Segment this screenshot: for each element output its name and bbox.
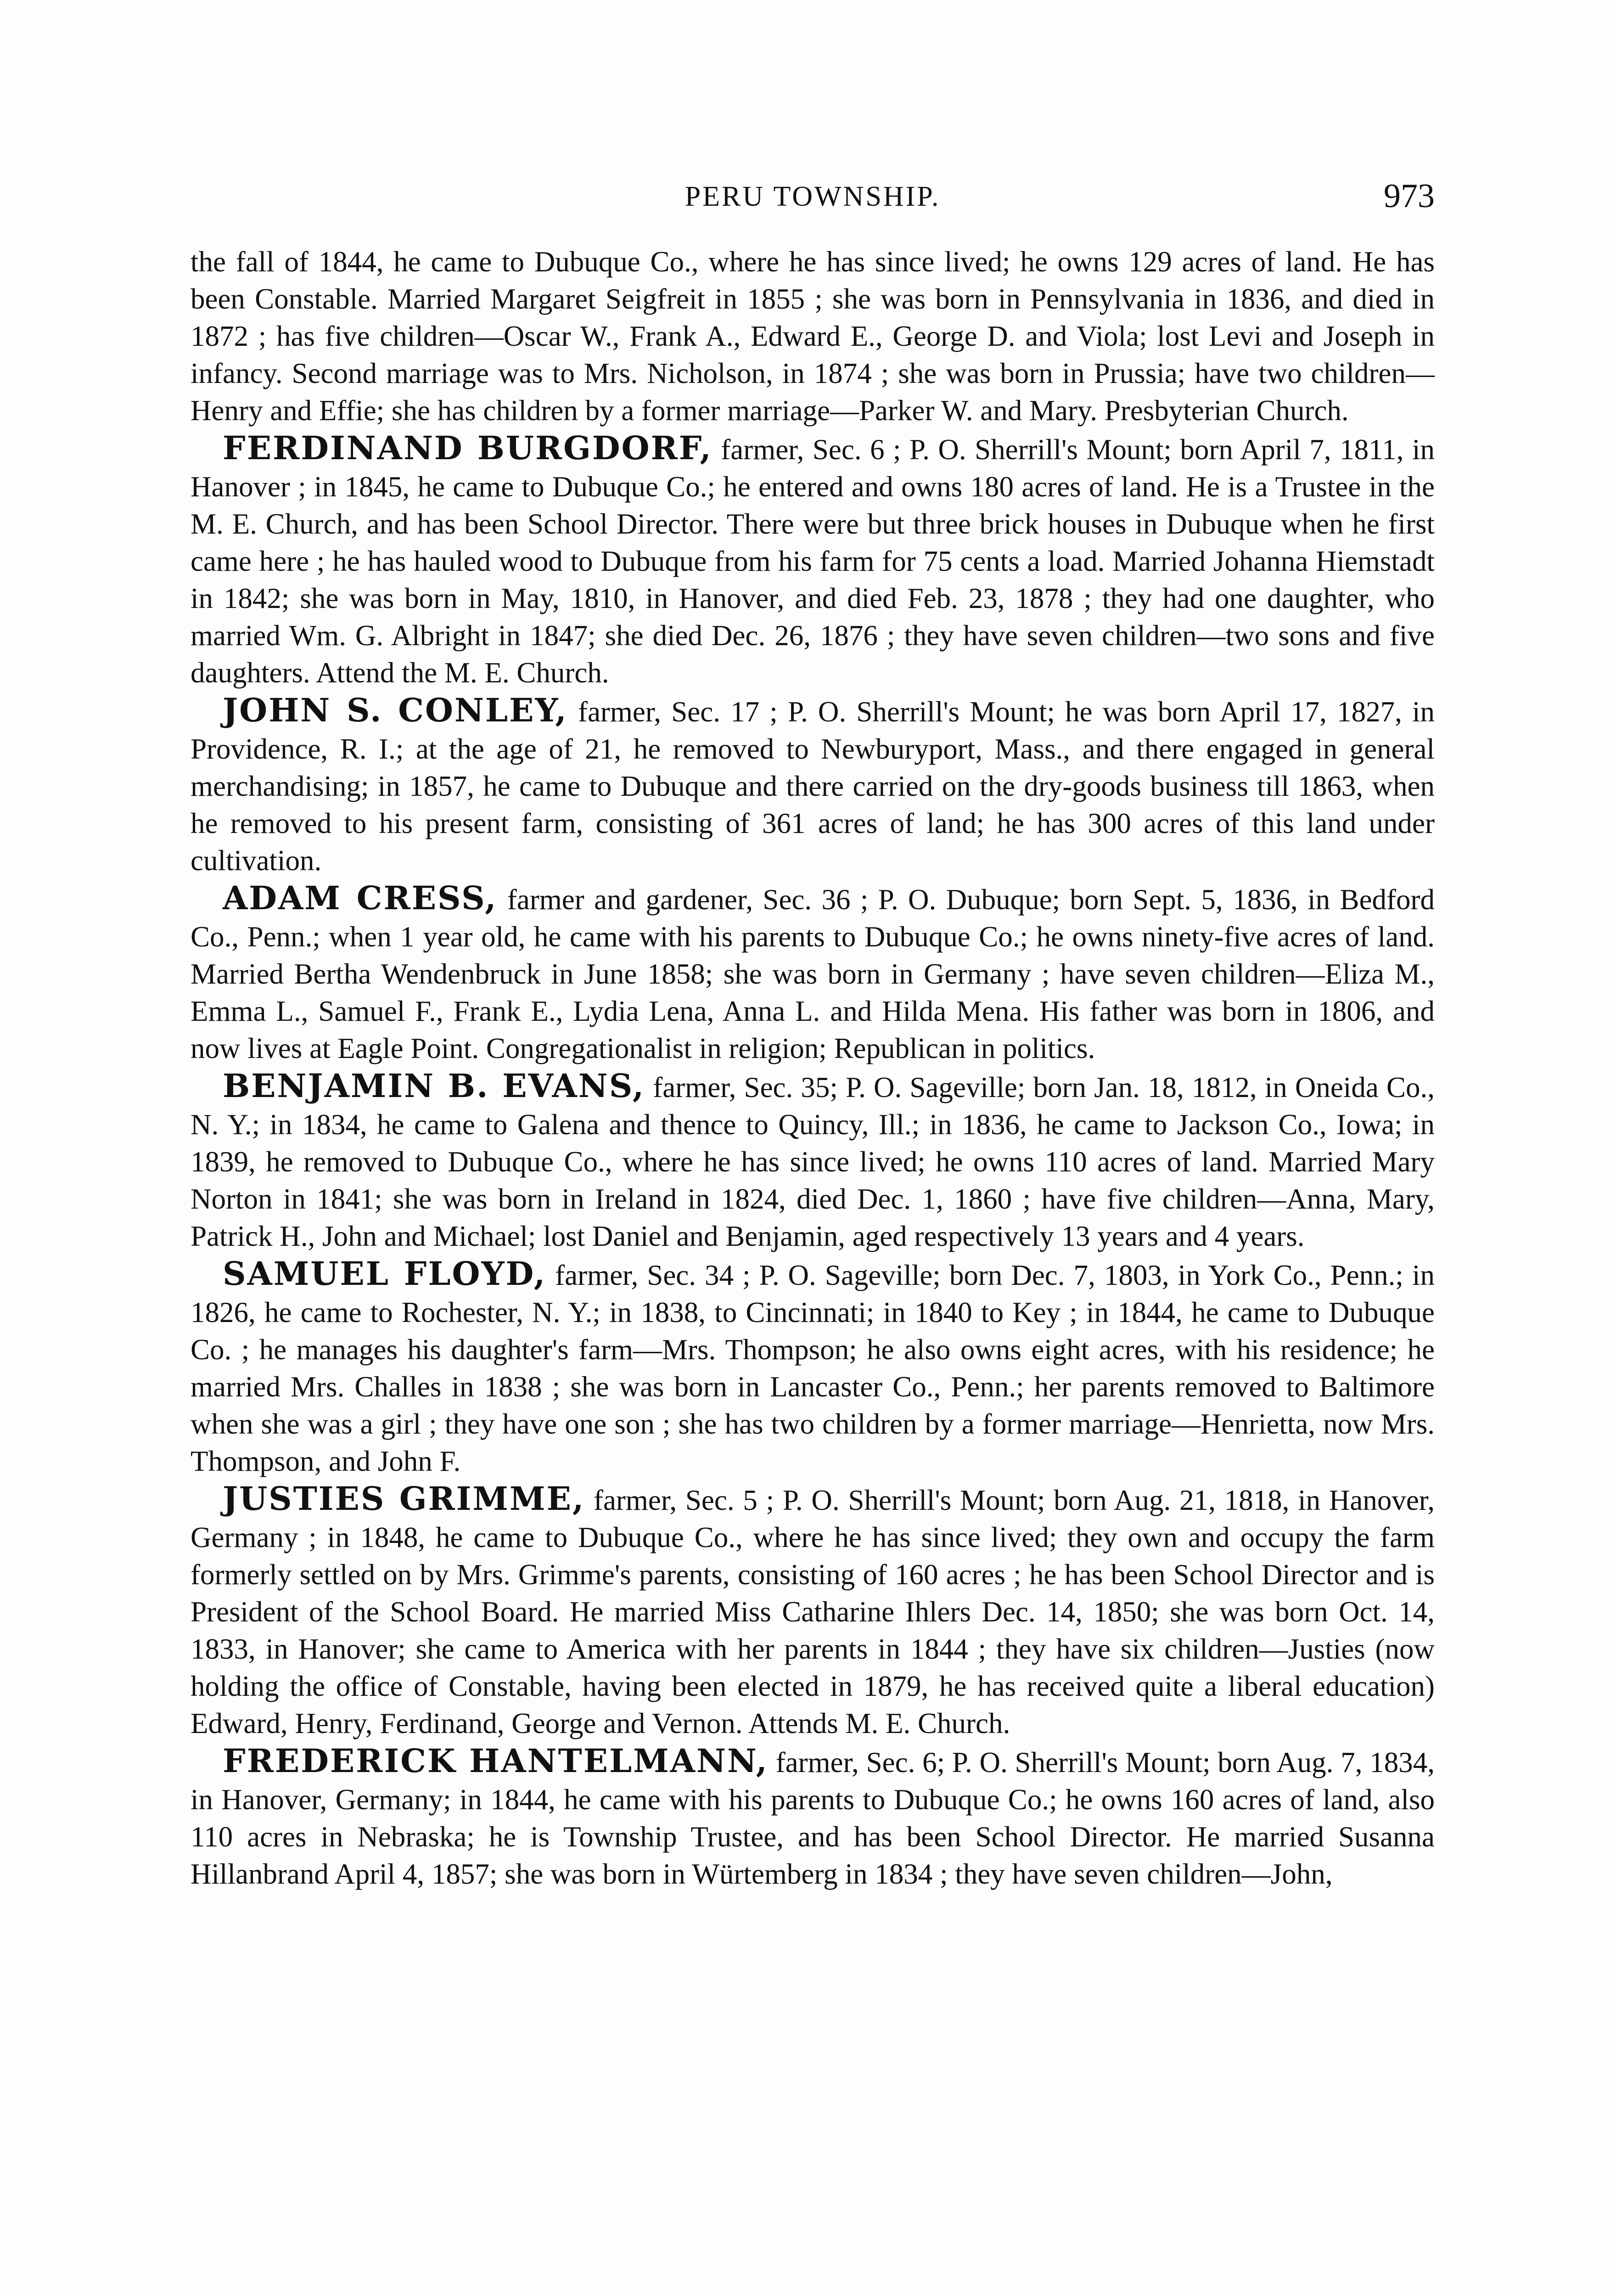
- biography-text: farmer, Sec. 17 ; P. O. Sherrill's Mount; he was born April 17, 1827, in Providence, R. I.; at the age of 21, he removed to Newburyport, Mass., and there engaged in general merchandising; in 1857, he came to Dubuque and there carried on the dry-goods business till 1863, when he removed to his present farm, consisting of 361 acres of land; he has 300 acres of this land under cultivation.: [191, 696, 1435, 877]
- biography-entry: [191, 692, 1435, 879]
- biography-text: farmer, Sec. 5 ; P. O. Sherrill's Mount; born Aug. 21, 1818, in Hanover, Germany ; in 1848, he came to Dubuque Co., where he has since lived; they own and occupy the farm formerly settled on by Mrs. Grimme's parents, consisting of 160 acres ; he has been School Director and is President of the School Board. He married Miss Catharine Ihlers Dec. 14, 1850; she was born Oct. 14, 1833, in Hanover; she came to America with her parents in 1844 ; they have six children—Justies (now holding the office of Constable, having been elected in 1879, he has received quite a liberal education) Edward, Henry, Ferdinand, George and Vernon. Attends M. E. Church.: [191, 1484, 1435, 1739]
- biography-text: farmer, Sec. 34 ; P. O. Sageville; born Dec. 7, 1803, in York Co., Penn.; in 1826, he came to Rochester, N. Y.; in 1838, to Cincinnati; in 1840 to Key ; in 1844, he came to Dubuque Co. ; he manages his daughter's farm—Mrs. Thompson; he also owns eight acres, with his residence; he married Mrs. Challes in 1838 ; she was born in Lancaster Co., Penn.; her parents removed to Baltimore when she was a girl ; they have one son ; she has two children by a former marriage—Henrietta, now Mrs. Thompson, and John F.: [191, 1259, 1435, 1477]
- continuation-paragraph: the fall of 1844, he came to Dubuque Co., where he has since lived; he owns 129 acres of land. He has been Constable. Married Margaret Seigfreit in 1855 ; she was born in Pennsylvania in 1836, and died in 1872 ; has five children—Oscar W., Frank A., Edward E., George D. and Viola; lost Levi and Joseph in infancy. Second marriage was to Mrs. Nicholson, in 1874 ; she was born in Prussia; have two children—Henry and Effie; she has children by a former marriage—Parker W. and Mary. Presbyterian Church.: [191, 246, 1435, 427]
- person-name: BENJAMIN B. EVANS,: [223, 1067, 645, 1105]
- running-head: PERU TOWNSHIP.: [685, 181, 941, 212]
- biography-entry: [191, 429, 1435, 692]
- person-name: ADAM CRESS,: [223, 879, 498, 917]
- person-name: SAMUEL FLOYD,: [223, 1255, 547, 1293]
- biography-text: farmer, Sec. 35; P. O. Sageville; born Jan. 18, 1812, in Oneida Co., N. Y.; in 1834, he came to Galena and thence to Quincy, Ill.; in 1836, he came to Jackson Co., Iowa; in 1839, he removed to Dubuque Co., where he has since lived; he owns 110 acres of land. Married Mary Norton in 1841; she was born in Ireland in 1824, died Dec. 1, 1860 ; have five children—Anna, Mary, Patrick H., John and Michael; lost Daniel and Benjamin, aged respectively 13 years and 4 years.: [191, 1071, 1435, 1252]
- page-number: 973: [1384, 177, 1435, 215]
- biography-entry: [191, 1067, 1435, 1255]
- biography-entry: [191, 879, 1435, 1067]
- biography-entry: [191, 1480, 1435, 1742]
- biography-entry: [191, 1742, 1435, 1893]
- person-name: FERDINAND BURGDORF,: [223, 429, 713, 467]
- biography-entry: [191, 1255, 1435, 1480]
- person-name: JUSTIES GRIMME,: [223, 1480, 585, 1518]
- biography-text: farmer and gardener, Sec. 36 ; P. O. Dubuque; born Sept. 5, 1836, in Bedford Co., Penn.; when 1 year old, he came with his parents to Dubuque Co.; he owns ninety-five acres of land. Married Bertha Wendenbruck in June 1858; she was born in Germany ; have seven children—Eliza M., Emma L., Samuel F., Frank E., Lydia Lena, Anna L. and Hilda Mena. His father was born in 1806, and now lives at Eagle Point. Congregationalist in religion; Republican in politics.: [191, 884, 1435, 1064]
- person-name: JOHN S. CONLEY,: [223, 691, 568, 729]
- body-text: [191, 243, 1435, 1893]
- biography-text: farmer, Sec. 6 ; P. O. Sherrill's Mount; born April 7, 1811, in Hanover ; in 1845, he came to Dubuque Co.; he entered and owns 180 acres of land. He is a Trustee in the M. E. Church, and has been School Director. There were but three brick houses in Dubuque when he first came here ; he has hauled wood to Dubuque from his farm for 75 cents a load. Married Johanna Hiemstadt in 1842; she was born in May, 1810, in Hanover, and died Feb. 23, 1878 ; they had one daughter, who married Wm. G. Albright in 1847; she died Dec. 26, 1876 ; they have seven children—two sons and five daughters. Attend the M. E. Church.: [191, 433, 1435, 689]
- biography-text: farmer, Sec. 6; P. O. Sherrill's Mount; born Aug. 7, 1834, in Hanover, Germany; in 1844, he came with his parents to Dubuque Co.; he owns 160 acres of land, also 110 acres in Nebraska; he is Township Trustee, and has been School Director. He married Susanna Hillanbrand April 4, 1857; she was born in Würtemberg in 1834 ; they have seven children—John,: [191, 1746, 1435, 1890]
- person-name: FREDERICK HANTELMANN,: [223, 1742, 769, 1780]
- page-header: [191, 177, 1435, 223]
